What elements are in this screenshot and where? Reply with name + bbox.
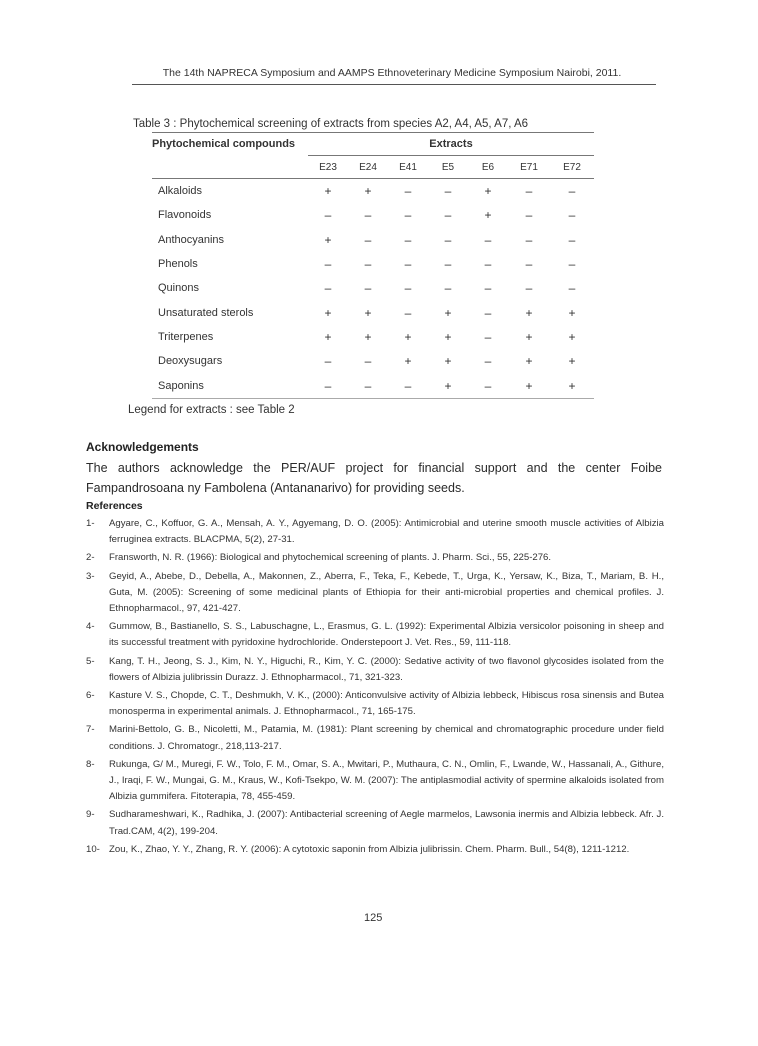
- screening-result: –: [568, 232, 576, 247]
- references-list: [86, 516, 664, 860]
- screening-result: –: [525, 257, 533, 272]
- screening-result: +: [404, 354, 412, 369]
- compound-name: Saponins: [152, 373, 308, 398]
- reference-text: Agyare, C., Koffuor, G. A., Mensah, A. Y., Agyemang, D. O. (2005): Antimicrobial and uterine smooth muscle activities of Albizia ferruginea extracts. BLACPMA, 5(2), 27-31.: [109, 518, 664, 546]
- reference-number: 5-: [86, 655, 95, 667]
- extracts-header: Extracts: [429, 138, 473, 150]
- reference-text: Gummow, B., Bastianello, S. S., Labuschagne, L., Erasmus, G. L. (1992): Experimental Albizia versicolor poisoning in sheep and its successful treatment with pyridoxine hydrochloride. Onderstepoort J. Vet. Res., 59, 111-118.: [109, 621, 664, 649]
- screening-result: –: [364, 208, 372, 223]
- column-header: E72: [550, 156, 594, 179]
- screening-result: –: [484, 232, 492, 247]
- screening-result: +: [525, 354, 533, 369]
- column-header: E24: [348, 156, 388, 179]
- column-header: E6: [468, 156, 508, 179]
- screening-result: +: [324, 184, 332, 199]
- screening-result: –: [525, 184, 533, 199]
- screening-result: –: [484, 354, 492, 369]
- reference-item: [86, 569, 664, 618]
- reference-text: Fransworth, N. R. (1966): Biological and phytochemical screening of plants. J. Pharm. Sci., 55, 225-276.: [109, 552, 552, 564]
- screening-result: –: [468, 373, 508, 398]
- table-row: [152, 276, 594, 300]
- compound-name: Triterpenes: [158, 330, 214, 343]
- screening-result: –: [364, 232, 372, 247]
- screening-result: +: [364, 329, 372, 344]
- column-header: E71: [508, 156, 550, 179]
- reference-number: 2-: [86, 552, 95, 564]
- table-row: [152, 325, 594, 349]
- table-row: [152, 300, 594, 324]
- reference-item: [86, 688, 664, 720]
- screening-result: +: [484, 184, 492, 199]
- column-header: E5: [428, 156, 468, 179]
- screening-result: –: [308, 373, 348, 398]
- screening-result: –: [444, 232, 452, 247]
- screening-result: –: [404, 305, 412, 320]
- screening-result: +: [444, 329, 452, 344]
- table-caption: Table 3 : Phytochemical screening of extracts from species A2, A4, A5, A7, A6: [133, 118, 529, 130]
- compound-name: Alkaloids: [158, 185, 203, 198]
- screening-result: –: [568, 281, 576, 296]
- reference-item: [86, 654, 664, 686]
- screening-result: +: [525, 329, 533, 344]
- header-rule: [132, 84, 656, 85]
- reference-text: Zou, K., Zhao, Y. Y., Zhang, R. Y. (2006): A cytotoxic saponin from Albizia julibrissin. Chem. Pharm. Bull., 54(8), 1211-1212.: [109, 843, 630, 855]
- screening-result: –: [444, 184, 452, 199]
- screening-result: –: [404, 208, 412, 223]
- screening-result: –: [324, 257, 332, 272]
- references-title: References: [86, 500, 143, 512]
- screening-result: +: [404, 329, 412, 344]
- screening-result: –: [568, 184, 576, 199]
- compound-name: Phenols: [158, 258, 198, 271]
- compound-name: Flavonoids: [158, 209, 212, 222]
- compound-name: Quinons: [158, 282, 199, 295]
- reference-item: [86, 842, 664, 858]
- reference-item: [86, 516, 664, 548]
- screening-result: –: [444, 257, 452, 272]
- reference-number: 3-: [86, 570, 95, 582]
- compound-header: Phytochemical compounds: [152, 138, 296, 151]
- screening-result: –: [364, 354, 372, 369]
- table-row: [152, 349, 594, 373]
- screening-result: –: [568, 208, 576, 223]
- screening-result: +: [568, 329, 576, 344]
- table-row: [152, 228, 594, 252]
- screening-result: +: [444, 305, 452, 320]
- compound-name: Anthocyanins: [158, 233, 225, 246]
- reference-number: 7-: [86, 724, 95, 736]
- screening-result: –: [484, 281, 492, 296]
- screening-result: +: [484, 208, 492, 223]
- table-legend: Legend for extracts : see Table 2: [128, 404, 295, 416]
- reference-item: [86, 619, 664, 651]
- screening-result: –: [324, 354, 332, 369]
- screening-result: +: [364, 184, 372, 199]
- compound-name: Unsaturated sterols: [158, 306, 254, 319]
- page-number: 125: [364, 912, 383, 924]
- screening-result: –: [484, 329, 492, 344]
- reference-text: Kasture V. S., Chopde, C. T., Deshmukh, V. K., (2000): Anticonvulsive activity of Albizia lebbeck, Hibiscus rosa sinensis and Butea monosperma in experimental animals. J. Ethnopharmacol., 71, 165-175.: [109, 690, 664, 718]
- screening-result: –: [404, 232, 412, 247]
- compound-name: Deoxysugars: [158, 355, 223, 368]
- screening-result: –: [388, 373, 428, 398]
- screening-result: +: [364, 305, 372, 320]
- reference-item: [86, 722, 664, 754]
- screening-result: –: [324, 281, 332, 296]
- reference-item: [86, 757, 664, 806]
- screening-result: –: [525, 232, 533, 247]
- running-header: The 14th NAPRECA Symposium and AAMPS Ethnoveterinary Medicine Symposium Nairobi, 2011.: [162, 67, 622, 79]
- screening-result: +: [508, 373, 550, 398]
- reference-item: [86, 550, 664, 566]
- reference-text: Geyid, A., Abebe, D., Debella, A., Makonnen, Z., Aberra, F., Teka, F., Kebede, T., Urga, K., Yersaw, K., Biza, T., Mariam, B. H., Guta, M. (2005): Screening of some medicinal plants of Ethiopia for their anti-microbial properties and chemical profiles. J. Ethnopharmacol., 97, 421-427.: [109, 570, 664, 615]
- screening-result: –: [348, 373, 388, 398]
- column-header: E41: [388, 156, 428, 179]
- screening-result: –: [525, 281, 533, 296]
- phytochemical-table: [152, 132, 594, 399]
- table-row: [152, 203, 594, 227]
- table-row: [152, 373, 594, 398]
- screening-result: –: [484, 257, 492, 272]
- screening-result: +: [550, 373, 594, 398]
- reference-number: 6-: [86, 690, 95, 702]
- table-row: [152, 179, 594, 204]
- screening-result: –: [404, 184, 412, 199]
- screening-result: +: [444, 354, 452, 369]
- reference-text: Sudharameshwari, K., Radhika, J. (2007): Antibacterial screening of Aegle marmelos, Lawsonia inermis and Albizia lebbeck. Afr. J. Trad.CAM, 4(2), 199-204.: [109, 809, 664, 837]
- acknowledgements-title: Acknowledgements: [86, 440, 199, 454]
- screening-result: +: [568, 305, 576, 320]
- screening-result: –: [364, 281, 372, 296]
- screening-result: +: [525, 305, 533, 320]
- screening-result: +: [324, 232, 332, 247]
- reference-number: 9-: [86, 809, 95, 821]
- reference-item: [86, 807, 664, 839]
- screening-result: –: [404, 257, 412, 272]
- screening-result: –: [525, 208, 533, 223]
- reference-text: Rukunga, G/ M., Muregi, F. W., Tolo, F. M., Omar, S. A., Mwitari, P., Muthaura, C. N., Omlin, F., Lwande, W., Hassanali, A., Githure, J., Iraqi, F. W., Mungai, G. M., Kraus, W., Kofi-Tsekpo, W. M. (2007): The antiplasmodial activity of spermine alkaloids isolated from Albizia gummifera. Fitoterapia, 78, 455-459.: [109, 758, 664, 803]
- screening-result: –: [444, 208, 452, 223]
- screening-result: –: [324, 208, 332, 223]
- screening-result: –: [404, 281, 412, 296]
- table-row: [152, 252, 594, 276]
- reference-number: 8-: [86, 758, 95, 770]
- acknowledgements-text: The authors acknowledge the PER/AUF project for financial support and the center Foibe Fampandrosoana ny Fambolena (Antananarivo) for providing seeds.: [86, 461, 662, 495]
- reference-text: Kang, T. H., Jeong, S. J., Kim, N. Y., Higuchi, R., Kim, Y. C. (2000): Sedative activity of two flavonol glycosides isolated from the flowers of Albizia julibrissin Durazz. J. Ethnopharmacol., 71, 321-323.: [109, 655, 664, 683]
- screening-result: –: [484, 305, 492, 320]
- reference-number: 10-: [86, 843, 100, 855]
- screening-result: +: [428, 373, 468, 398]
- screening-result: –: [444, 281, 452, 296]
- screening-result: –: [364, 257, 372, 272]
- screening-result: –: [568, 257, 576, 272]
- screening-result: +: [568, 354, 576, 369]
- column-header: E23: [308, 156, 348, 179]
- reference-text: Marini-Bettolo, G. B., Nicoletti, M., Patamia, M. (1981): Plant screening by chemical and chromatographic procedure under field conditions. J. Chromatogr., 218,113-217.: [109, 724, 664, 752]
- reference-number: 4-: [86, 621, 95, 633]
- screening-result: +: [324, 305, 332, 320]
- reference-number: 1-: [86, 518, 95, 529]
- screening-result: +: [324, 329, 332, 344]
